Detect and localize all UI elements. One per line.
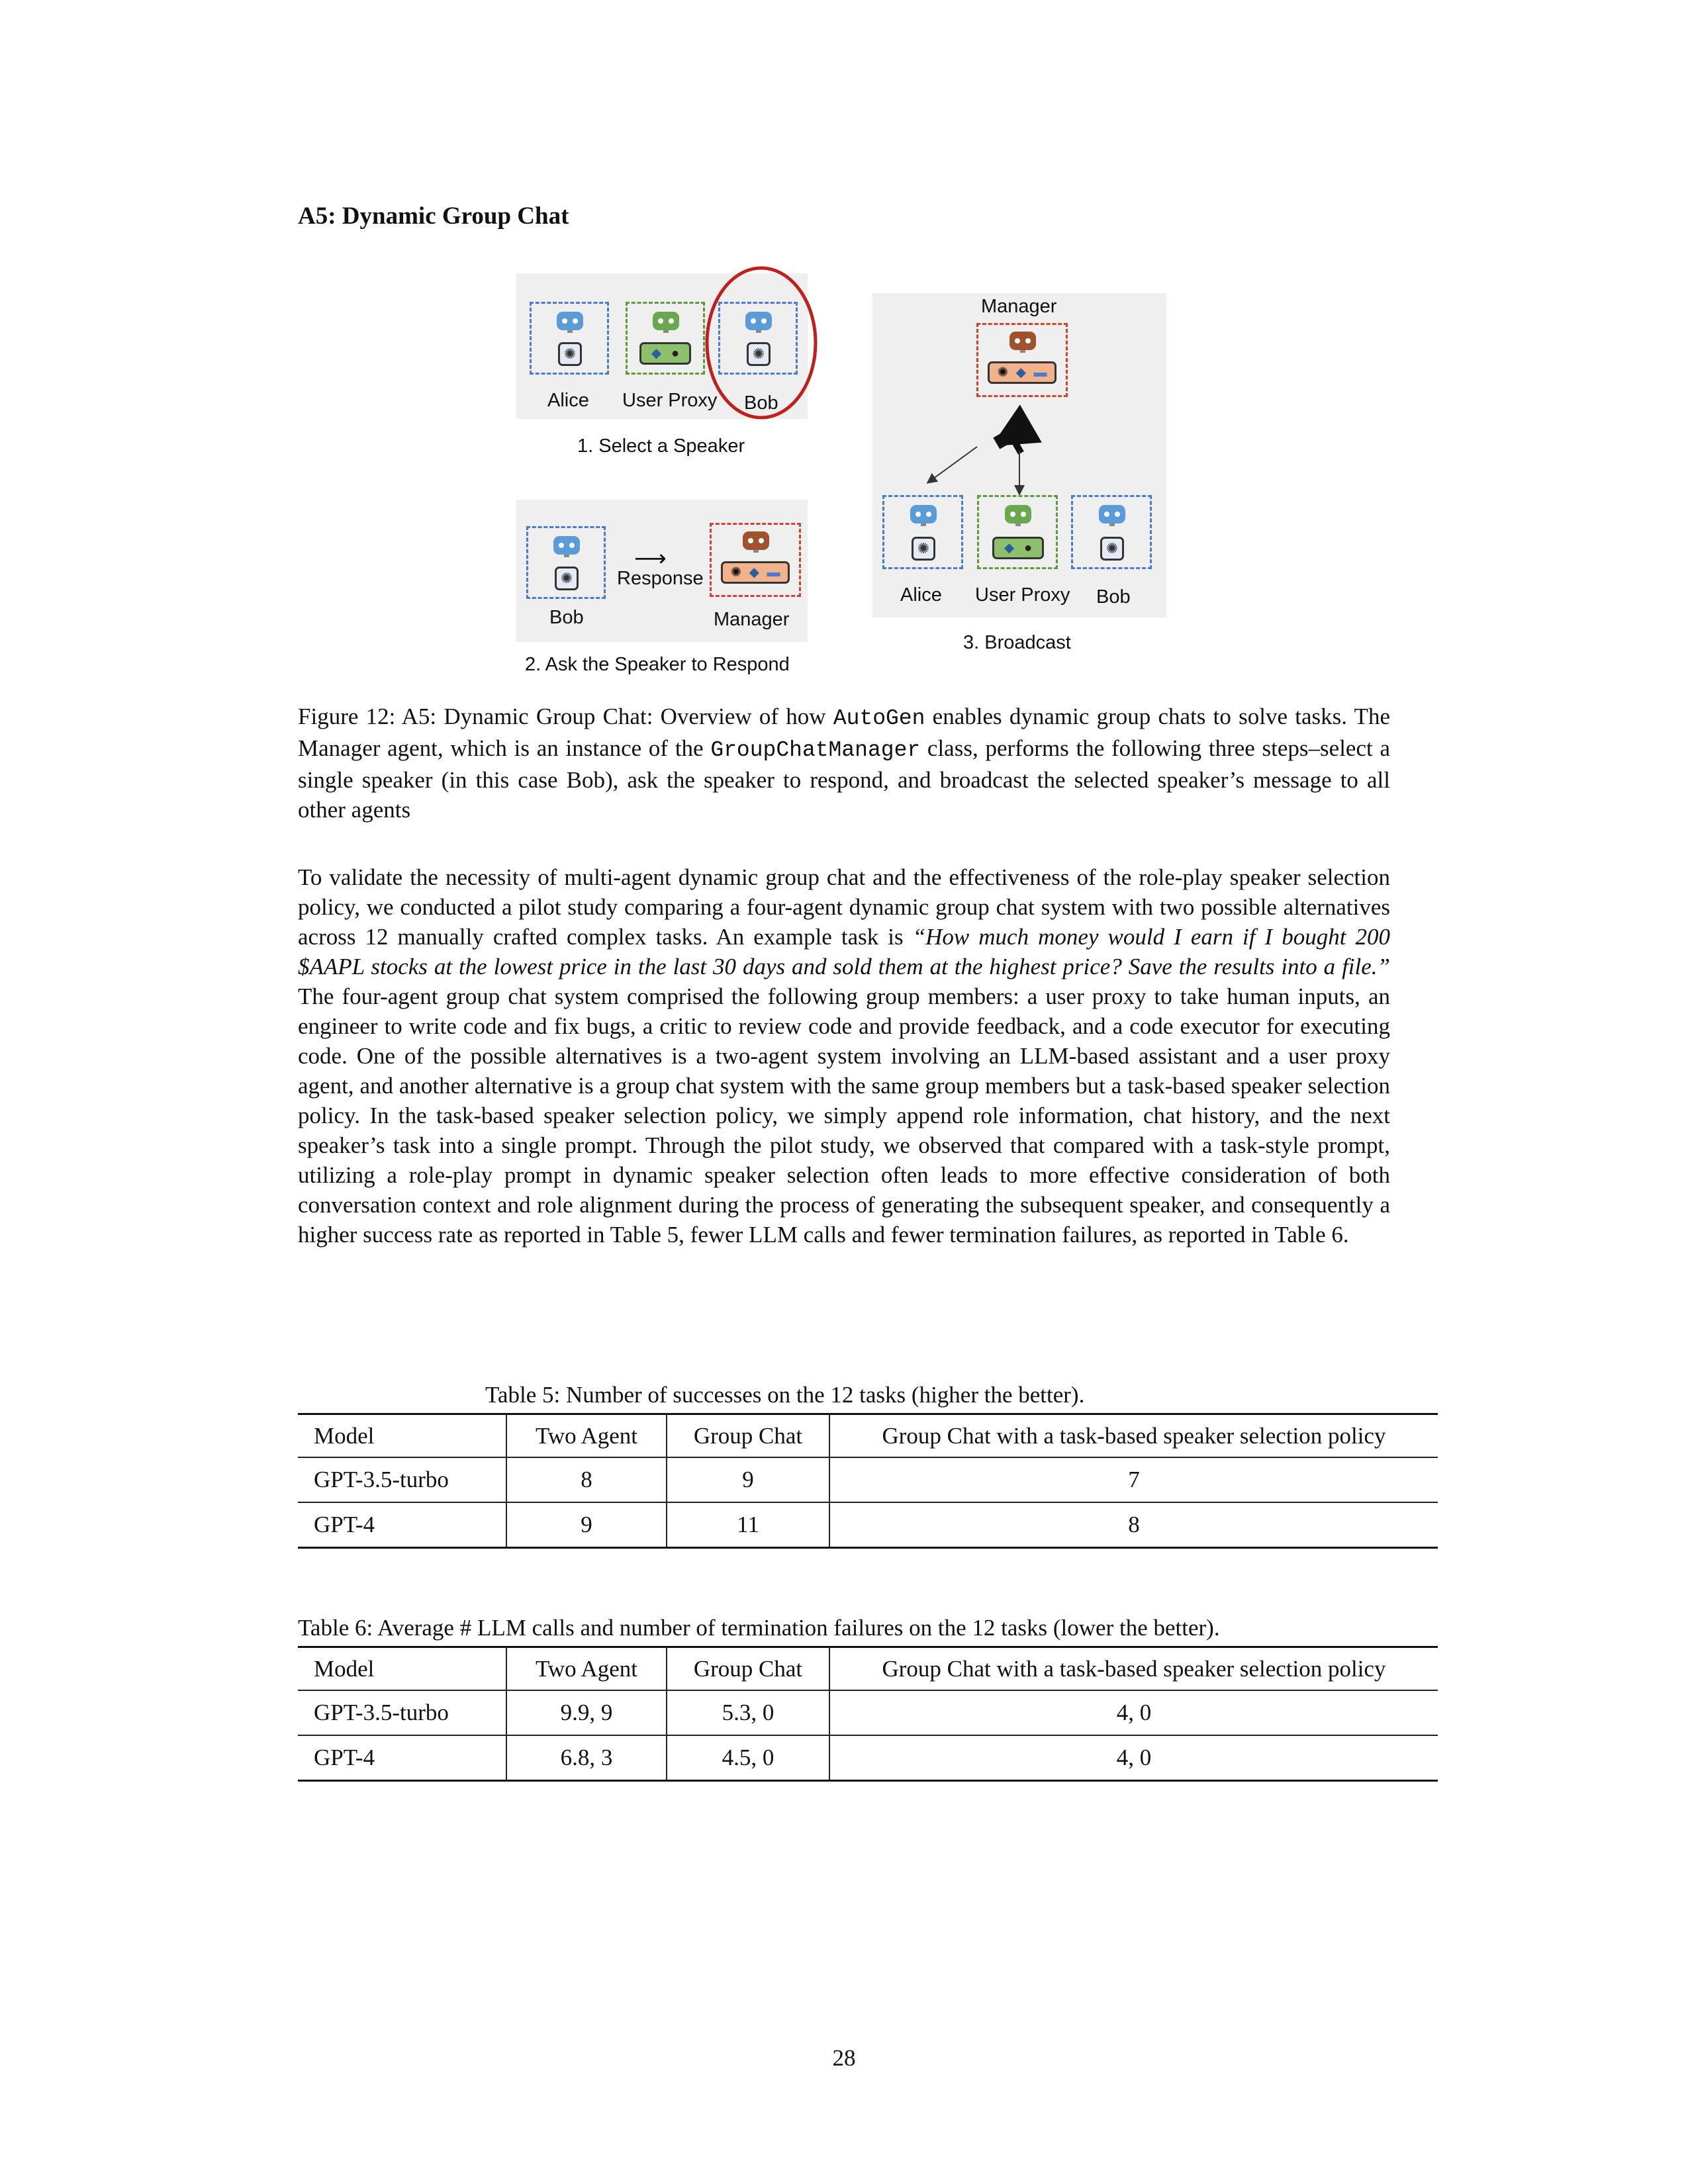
- label-user-proxy: User Proxy: [975, 584, 1070, 606]
- header-cell: Model: [314, 1655, 375, 1682]
- figure-caption: Figure 12: A5: Dynamic Group Chat: Overview of how AutoGen enables dynamic group chats to solve tasks. The Manager agent, which is an instance of the GroupChatManager class, performs the following three steps–select a single speaker (in this case Bob), ask the speaker to respond, and broadcast the selected speaker’s message to all other agents: [298, 704, 1391, 823]
- header-cell: Group Chat with a task-based speaker selection policy: [829, 1647, 1438, 1691]
- table-header-row: [298, 1647, 1438, 1691]
- agent-card-user-proxy: [977, 495, 1058, 569]
- agent-card-alice: [530, 302, 609, 375]
- agent-card-user-proxy: [626, 302, 705, 375]
- table-cell: GPT-3.5-turbo: [314, 1700, 449, 1725]
- tools-icon: ✺ ◆ ▬: [721, 561, 790, 584]
- table-cell: 8: [506, 1457, 667, 1502]
- table-cell: GPT-3.5-turbo: [314, 1467, 449, 1492]
- table-cell: 5.3, 0: [667, 1690, 829, 1735]
- header-cell: Two Agent: [506, 1647, 667, 1691]
- gpt-icon: ✺: [747, 342, 771, 366]
- label-bob: Bob: [1096, 586, 1131, 608]
- label-response: Response: [617, 568, 704, 589]
- panel2-caption: 2. Ask the Speaker to Respond: [525, 654, 790, 675]
- table-cell: 11: [667, 1502, 829, 1548]
- table-row: [298, 1690, 1438, 1735]
- header-cell: Group Chat: [667, 1414, 829, 1458]
- code-autogen: AutoGen: [833, 706, 925, 731]
- example-task-quote: “How much money would I earn if I bought 200 $AAPL stocks at the lowest price in the last 30 days and sold them at the highest price? Save the results into a file.”: [298, 924, 1390, 979]
- agent-card-manager: [710, 523, 801, 597]
- label-manager: Manager: [714, 609, 790, 630]
- table-header-row: [298, 1414, 1438, 1458]
- table-cell: GPT-4: [314, 1512, 375, 1537]
- agent-card-bob: [526, 526, 606, 599]
- label-alice: Alice: [900, 584, 942, 606]
- gpt-icon: ✺: [1100, 537, 1124, 561]
- header-cell: Group Chat with a task-based speaker selection policy: [829, 1414, 1438, 1458]
- label-bob: Bob: [549, 607, 584, 628]
- gpt-icon: ✺: [558, 342, 582, 366]
- table-row: [298, 1457, 1438, 1502]
- section-heading: A5: Dynamic Group Chat: [298, 203, 569, 230]
- arrow-right-icon: ⟶: [634, 546, 667, 571]
- python-human-icon: ◆ ●: [992, 537, 1044, 559]
- header-cell: Group Chat: [667, 1647, 829, 1691]
- label-user-proxy: User Proxy: [622, 390, 718, 411]
- agent-card-bob: [1071, 495, 1152, 569]
- header-cell: Two Agent: [506, 1414, 667, 1458]
- table-cell: 9: [506, 1502, 667, 1548]
- panel1-caption: 1. Select a Speaker: [577, 435, 745, 457]
- table-cell: 9: [667, 1457, 829, 1502]
- table-cell: 4, 0: [829, 1735, 1438, 1781]
- panel-ask-speaker: [516, 500, 808, 642]
- label-alice: Alice: [547, 390, 589, 411]
- label-manager: Manager: [981, 296, 1057, 317]
- table-cell: 4, 0: [829, 1690, 1438, 1735]
- table-5: [298, 1413, 1438, 1549]
- page-number: 28: [832, 2045, 856, 2071]
- panel-broadcast: [872, 293, 1166, 617]
- label-bob: Bob: [744, 392, 778, 414]
- table-6: [298, 1646, 1438, 1782]
- table5-caption: Table 5: Number of successes on the 12 tasks (higher the better).: [485, 1382, 1085, 1408]
- header-cell: Model: [314, 1422, 375, 1449]
- selection-circle: [702, 263, 821, 422]
- table-cell: 4.5, 0: [667, 1735, 829, 1781]
- table-cell: GPT-4: [314, 1745, 375, 1770]
- table6-caption: Table 6: Average # LLM calls and number of termination failures on the 12 tasks (lower the better).: [298, 1615, 1220, 1641]
- code-groupchatmanager: GroupChatManager: [710, 738, 921, 762]
- gpt-icon: ✺: [912, 537, 935, 561]
- figure-12: [0, 0, 1688, 702]
- table-row: [298, 1735, 1438, 1781]
- table-cell: 8: [829, 1502, 1438, 1548]
- table-row: [298, 1502, 1438, 1548]
- panel3-caption: 3. Broadcast: [963, 632, 1071, 653]
- python-human-icon: ◆ ●: [639, 342, 691, 365]
- tools-icon: ✺ ◆ ▬: [988, 361, 1056, 384]
- table-cell: 6.8, 3: [506, 1735, 667, 1781]
- agent-card-alice: [882, 495, 963, 569]
- body-paragraph: To validate the necessity of multi-agent dynamic group chat and the effectiveness of the role-play speaker selection policy, we conducted a pilot study comparing a four-agent dynamic group chat system with two possible alternatives across 12 manually crafted complex tasks. An example task is “How much money would I earn if I bought 200 $AAPL stocks at the lowest price in the last 30 days and sold them at the highest price? Save the results into a file.” The four-agent group chat system comprised the following group members: a user proxy to take human inputs, an engineer to write code and fix bugs, a critic to review code and provide feedback, and a code executor for executing code. One of the possible alternatives is a two-agent system involving an LLM-based assistant and a user proxy agent, and another alternative is a group chat system with the same group members but a task-based speaker selection policy. In the task-based speaker selection policy, we simply append role information, chat history, and the next speaker’s task into a single prompt. Through the pilot study, we observed that compared with a task-style prompt, utilizing a role-play prompt in dynamic speaker selection often leads to more effective consideration of both conversation context and role alignment during the process of generating the subsequent speaker, and consequently a higher success rate as reported in Table 5, fewer LLM calls and fewer termination failures, as reported in Table 6.: [298, 864, 1390, 1248]
- gpt-icon: ✺: [555, 567, 579, 590]
- table-cell: 7: [829, 1457, 1438, 1502]
- table-cell: 9.9, 9: [506, 1690, 667, 1735]
